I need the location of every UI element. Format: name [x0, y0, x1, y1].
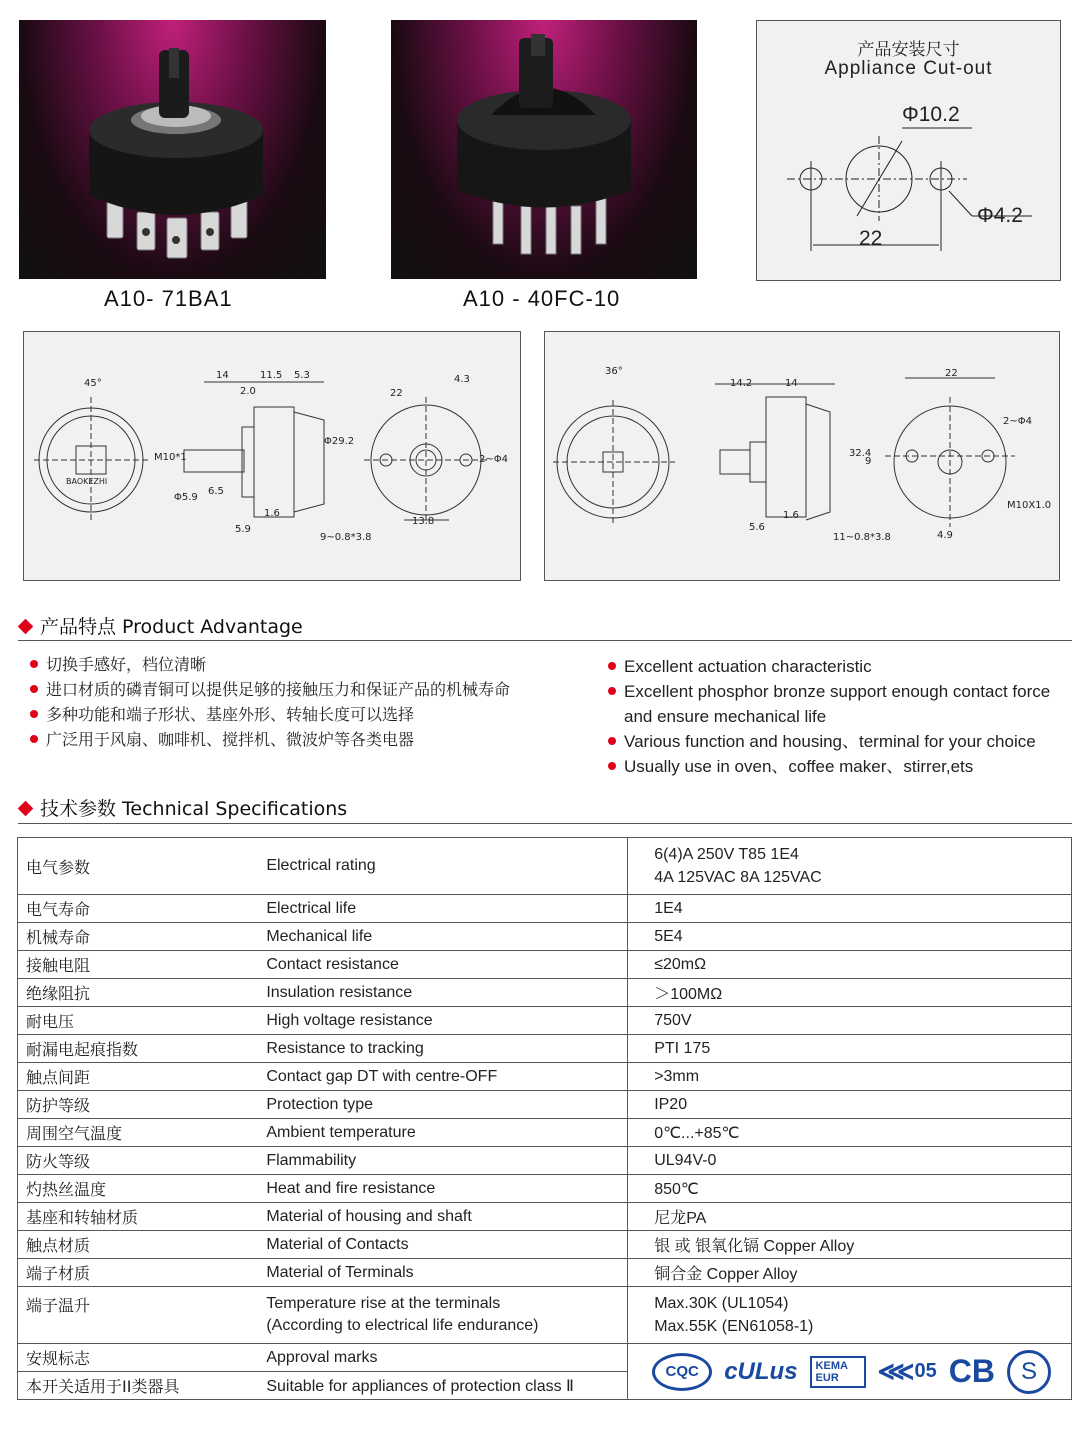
bullet-icon — [30, 710, 38, 718]
advantage-en-item-cont: and ensure mechanical life — [624, 707, 827, 726]
advantage-cn-list — [30, 652, 510, 752]
drawing1-dim-5-9: 5.9 — [235, 524, 251, 535]
advantage-en-item: Usually use in oven、coffee maker、stirrer,ets — [608, 754, 1050, 779]
table-row: 触点材质 Material of Contacts 银 或 银氧化镉 Copper Alloy — [18, 1231, 1072, 1259]
table-row: 周围空气温度 Ambient temperature 0℃...+85℃ — [18, 1119, 1072, 1147]
table-row: 本开关适用于II类器具 Suitable for appliances of protection class Ⅱ — [18, 1372, 1072, 1400]
advantage-title: 产品特点 Product Advantage — [40, 616, 303, 638]
drawing1-dim-11-5: 11.5 — [260, 370, 283, 381]
drawing2-dim-5-6: 5.6 — [749, 522, 765, 533]
drawing2-dim-1-6: 1.6 — [783, 510, 799, 521]
advantage-cn-item: 广泛用于风扇、咖啡机、搅拌机、微波炉等各类电器 — [30, 727, 510, 752]
advantage-en-item: Excellent actuation characteristic — [608, 654, 1050, 679]
drawing1-dim-13-8: 13.8 — [412, 516, 435, 527]
technical-drawing-1 — [23, 331, 521, 581]
drawing1-dim-4-3: 4.3 — [454, 374, 470, 385]
advantage-cn-item: 进口材质的磷青铜可以提供足够的接触压力和保证产品的机械寿命 — [30, 677, 510, 702]
drawing1-dim-1-6: 1.6 — [264, 508, 280, 519]
product-photo-a10-40fc-10 — [391, 20, 697, 279]
diamond-bullet-icon — [18, 619, 34, 635]
bullet-icon — [30, 685, 38, 693]
cutout-title-cn: 产品安装尺寸 — [857, 40, 960, 60]
drawing1-dim-2-0: 2.0 — [240, 386, 256, 397]
approval-marks — [652, 1350, 1063, 1394]
drawing2-dim-9: 9 — [865, 456, 872, 467]
drawing1-dim-6-5: 6.5 — [208, 486, 224, 497]
cutout-dim-hole: Φ4.2 — [977, 204, 1023, 227]
table-row: 机械寿命 Mechanical life 5E4 — [18, 923, 1072, 951]
cutout-title-en: Appliance Cut-out — [824, 58, 993, 79]
bullet-icon — [608, 762, 616, 770]
technical-drawing-2 — [544, 331, 1060, 581]
drawing1-angle: 45° — [84, 378, 102, 389]
table-row: 电气参数 Electrical rating 6(4)A 250V T85 1E4 4A 125VAC 8A 125VAC — [18, 838, 1072, 895]
drawing1-dim-holes: 2~Φ4 — [479, 454, 508, 465]
drawing1-dim-terminals: 9~0.8*3.8 — [320, 532, 372, 543]
table-row: 接触电阻 Contact resistance ≤20mΩ — [18, 951, 1072, 979]
specs-table — [17, 837, 1072, 1400]
product-photo-a10-71ba1 — [19, 20, 326, 279]
drawing1-dim-5-3: 5.3 — [294, 370, 310, 381]
drawing1-dim-m10: M10*1 — [154, 452, 187, 463]
table-row: 耐漏电起痕指数 Resistance to tracking PTI 175 — [18, 1035, 1072, 1063]
table-row: 安规标志 Approval marks CQC cULus KEMA EUR ⋘ 05 CB S — [18, 1344, 1072, 1372]
kema-mark-icon: KEMA EUR — [810, 1356, 866, 1388]
drawing2-dim-4-9: 4.9 — [937, 530, 953, 541]
table-row: 端子材质 Material of Terminals 铜合金 Copper Alloy — [18, 1259, 1072, 1287]
bullet-icon — [608, 737, 616, 745]
ul-mark-icon: cULus — [724, 1357, 798, 1385]
table-row: 电气寿命 Electrical life 1E4 — [18, 895, 1072, 923]
table-row: 绝缘阻抗 Insulation resistance ＞100MΩ — [18, 979, 1072, 1007]
drawing1-dim-14: 14 — [216, 370, 229, 381]
advantage-en-item: Various function and housing、terminal for your choice — [608, 729, 1050, 754]
bullet-icon — [608, 687, 616, 695]
table-row: 基座和转轴材质 Material of housing and shaft 尼龙PA — [18, 1203, 1072, 1231]
advantage-en-list — [608, 654, 1050, 779]
drawing2-dim-holes: 2~Φ4 — [1003, 416, 1032, 427]
drawing2-angle: 36° — [605, 366, 623, 377]
bullet-icon — [30, 660, 38, 668]
table-row: 防护等级 Protection type IP20 — [18, 1091, 1072, 1119]
advantage-heading — [20, 612, 303, 639]
table-row: 灼热丝温度 Heat and fire resistance 850℃ — [18, 1175, 1072, 1203]
specs-title: 技术参数 Technical Specifications — [40, 798, 348, 820]
cutout-drawing — [757, 21, 1060, 280]
drawing1-dim-phi29-2: Φ29.2 — [324, 436, 355, 447]
drawing2-dim-22: 22 — [945, 368, 958, 379]
bullet-icon — [30, 735, 38, 743]
vde-mark-icon: ⋘ 05 — [877, 1356, 937, 1386]
table-row: 触点间距 Contact gap DT with centre-OFF >3mm — [18, 1063, 1072, 1091]
cutout-diagram-panel — [756, 20, 1061, 281]
s-mark-icon: S — [1007, 1350, 1051, 1394]
table-row: 端子温升 Temperature rise at the terminals (According to electrical life endurance) Max.30K (UL1054) Max.55K (EN61058-1) — [18, 1287, 1072, 1344]
advantage-divider — [18, 640, 1072, 641]
table-row: 耐电压 High voltage resistance 750V — [18, 1007, 1072, 1035]
advantage-cn-item: 多种功能和端子形状、基座外形、转轴长度可以选择 — [30, 702, 510, 727]
specs-divider — [18, 823, 1072, 824]
cb-mark-icon: CB — [948, 1353, 995, 1389]
advantage-en-item: Excellent phosphor bronze support enough contact force — [608, 679, 1050, 704]
diamond-bullet-icon — [18, 801, 34, 817]
drawing1-dim-22: 22 — [390, 388, 403, 399]
drawing1-brand-label: BAOKEZHI — [66, 477, 108, 486]
advantage-cn-item: 切换手感好，档位清晰 — [30, 652, 510, 677]
drawing2-dim-32-4: 32.4 — [849, 448, 872, 459]
cqc-mark-icon: CQC — [652, 1353, 712, 1391]
product-model-1: A10- 71BA1 — [104, 286, 233, 311]
cutout-dim-center: Φ10.2 — [902, 103, 960, 126]
drawing2-dim-14-2: 14.2 — [730, 378, 753, 389]
drawing1-dim-phi5-9: Φ5.9 — [174, 492, 198, 503]
specs-heading — [20, 794, 347, 821]
product-model-2: A10 - 40FC-10 — [463, 286, 621, 311]
drawing2-thread: M10X1.0 — [1007, 500, 1052, 511]
table-row: 防火等级 Flammability UL94V-0 — [18, 1147, 1072, 1175]
bullet-icon — [608, 662, 616, 670]
drawing2-dim-14: 14 — [785, 378, 798, 389]
cutout-dim-spacing: 22 — [859, 227, 883, 250]
drawing2-dim-terminals: 11~0.8*3.8 — [833, 532, 891, 543]
